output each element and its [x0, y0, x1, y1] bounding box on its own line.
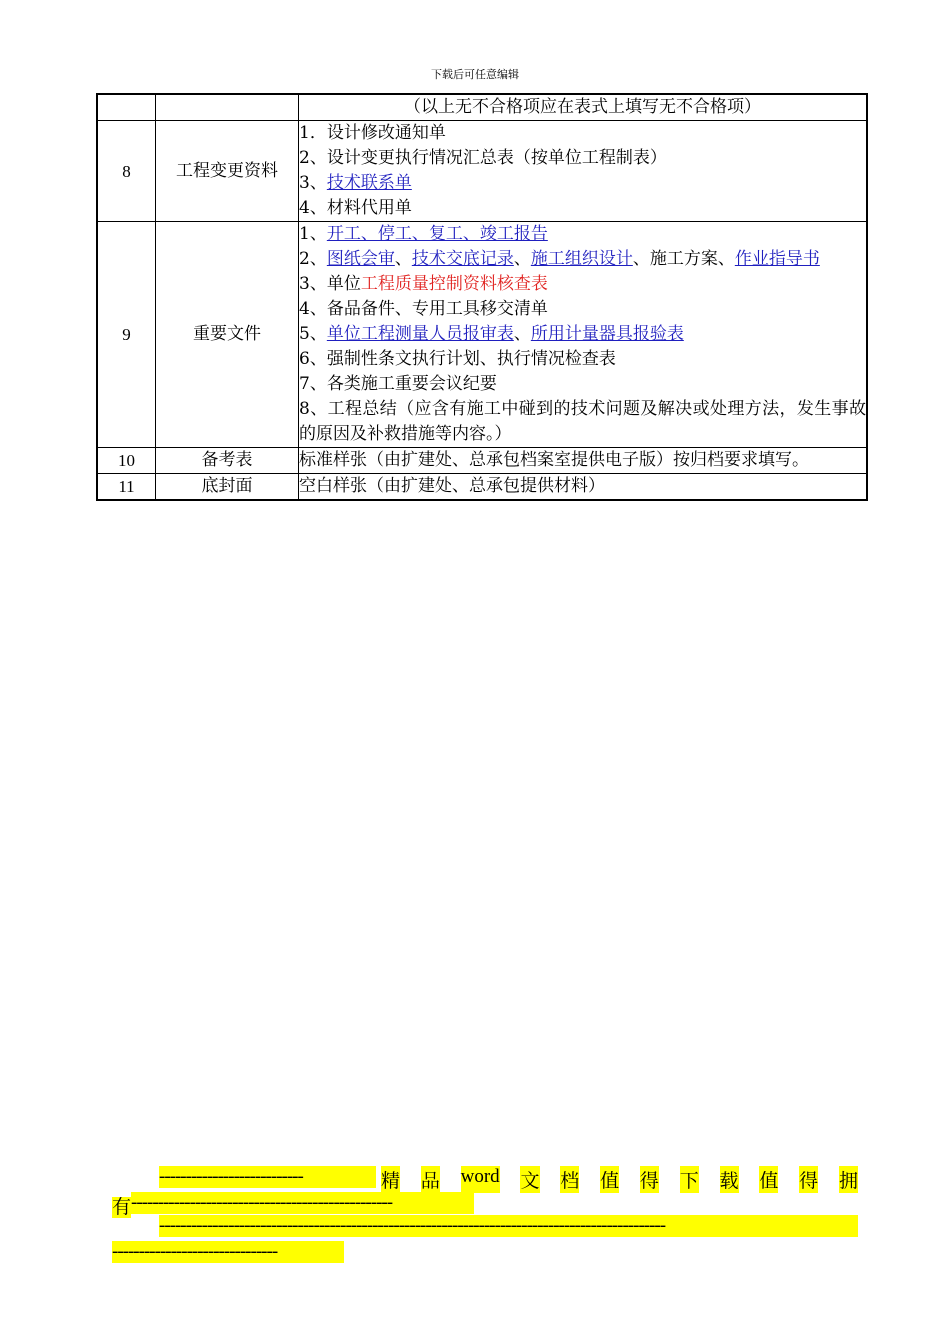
footer-word: 得: [799, 1166, 818, 1193]
list-item: 4、备品备件、专用工具移交清单: [299, 299, 548, 319]
footer-line: [112, 1166, 858, 1192]
footer-dashes: -------------------------------: [112, 1241, 344, 1263]
footer-word: 品: [421, 1166, 440, 1193]
table-row: [97, 121, 867, 222]
footer-word: 档: [560, 1166, 579, 1193]
list-item: 2、设计变更执行情况汇总表（按单位工程制表）: [299, 148, 667, 168]
row-name-cell: [156, 94, 299, 121]
footer-word: 载: [720, 1166, 739, 1193]
table-row: [97, 222, 867, 448]
link-measuring-instruments[interactable]: 所用计量器具报验表: [530, 324, 684, 344]
table-row: [97, 448, 867, 474]
list-item: 6、强制性条文执行计划、执行情况检查表: [299, 349, 616, 369]
link-survey-personnel[interactable]: 单位工程测量人员报审表: [326, 324, 514, 344]
table-row: [97, 94, 867, 121]
list-item: 7、各类施工重要会议纪要: [299, 374, 497, 394]
footer-dashes: -------------------------------------------------: [131, 1192, 474, 1214]
footer-dashes: ---------------------------: [159, 1166, 376, 1188]
archive-table: [96, 93, 868, 501]
table-row: [97, 474, 867, 501]
footer-word: 拥: [839, 1166, 858, 1193]
link-construction-design[interactable]: 施工组织设计: [530, 249, 633, 269]
link-tech-disclosure[interactable]: 技术交底记录: [411, 249, 514, 269]
row-content-cell: （以上无不合格项应在表式上填写无不合格项）: [299, 94, 868, 121]
page-header: 下载后可任意编辑: [431, 68, 519, 81]
row-number-cell: 11: [97, 474, 156, 501]
row-content-cell: [299, 121, 868, 222]
list-item: 5、单位工程测量人员报审表、所用计量器具报验表: [299, 324, 684, 344]
footer-word: 精: [381, 1166, 400, 1193]
footer-word: word: [461, 1166, 500, 1193]
row-content-cell: 空白样张（由扩建处、总承包提供材料）: [299, 474, 868, 501]
row-number-cell: 8: [97, 121, 156, 222]
row-content-cell: [299, 222, 868, 448]
footer-word: 值: [600, 1166, 619, 1193]
row-name-cell: 底封面: [156, 474, 299, 501]
footer-word: 文: [520, 1166, 539, 1193]
footer-line: [112, 1241, 858, 1265]
row-content-cell: 标准样张（由扩建处、总承包档案室提供电子版）按归档要求填写。: [299, 448, 868, 474]
link-start-stop-report[interactable]: 开工、停工、复工、竣工报告: [326, 224, 548, 244]
row-number-cell: 9: [97, 222, 156, 448]
list-item: 1．设计修改通知单: [299, 123, 446, 143]
list-item: 2、图纸会审、技术交底记录、施工组织设计、施工方案、作业指导书: [299, 249, 820, 269]
footer-word: 值: [759, 1166, 778, 1193]
row-number-cell: [97, 94, 156, 121]
footer-dashes: -----------------------------------------------------------------------------------------------: [159, 1215, 858, 1237]
link-work-instruction[interactable]: 作业指导书: [734, 249, 820, 269]
footer-word: 有: [112, 1197, 132, 1218]
footer-words: [381, 1166, 858, 1193]
red-text: 工程质量控制资料核查表: [360, 274, 548, 294]
list-item: 4、材料代用单: [299, 198, 412, 218]
row-name-cell: 重要文件: [156, 222, 299, 448]
footer-word: 下: [680, 1166, 699, 1193]
link-drawing-review[interactable]: 图纸会审: [326, 249, 395, 269]
list-item: 8、工程总结（应含有施工中碰到的技术问题及解决或处理方法，发生事故的原因及补救措施等内容。）: [299, 399, 866, 444]
footer-word: 得: [640, 1166, 659, 1193]
row-number-cell: 10: [97, 448, 156, 474]
link-tech-contact-sheet[interactable]: 技术联系单: [326, 173, 412, 193]
footer-line: [112, 1215, 858, 1241]
list-item: 3、单位工程质量控制资料核查表: [299, 274, 548, 294]
list-item: 1、开工、停工、复工、竣工报告: [299, 224, 548, 244]
row-name-cell: 备考表: [156, 448, 299, 474]
row-name-cell: 工程变更资料: [156, 121, 299, 222]
list-item: 3、技术联系单: [299, 173, 412, 193]
